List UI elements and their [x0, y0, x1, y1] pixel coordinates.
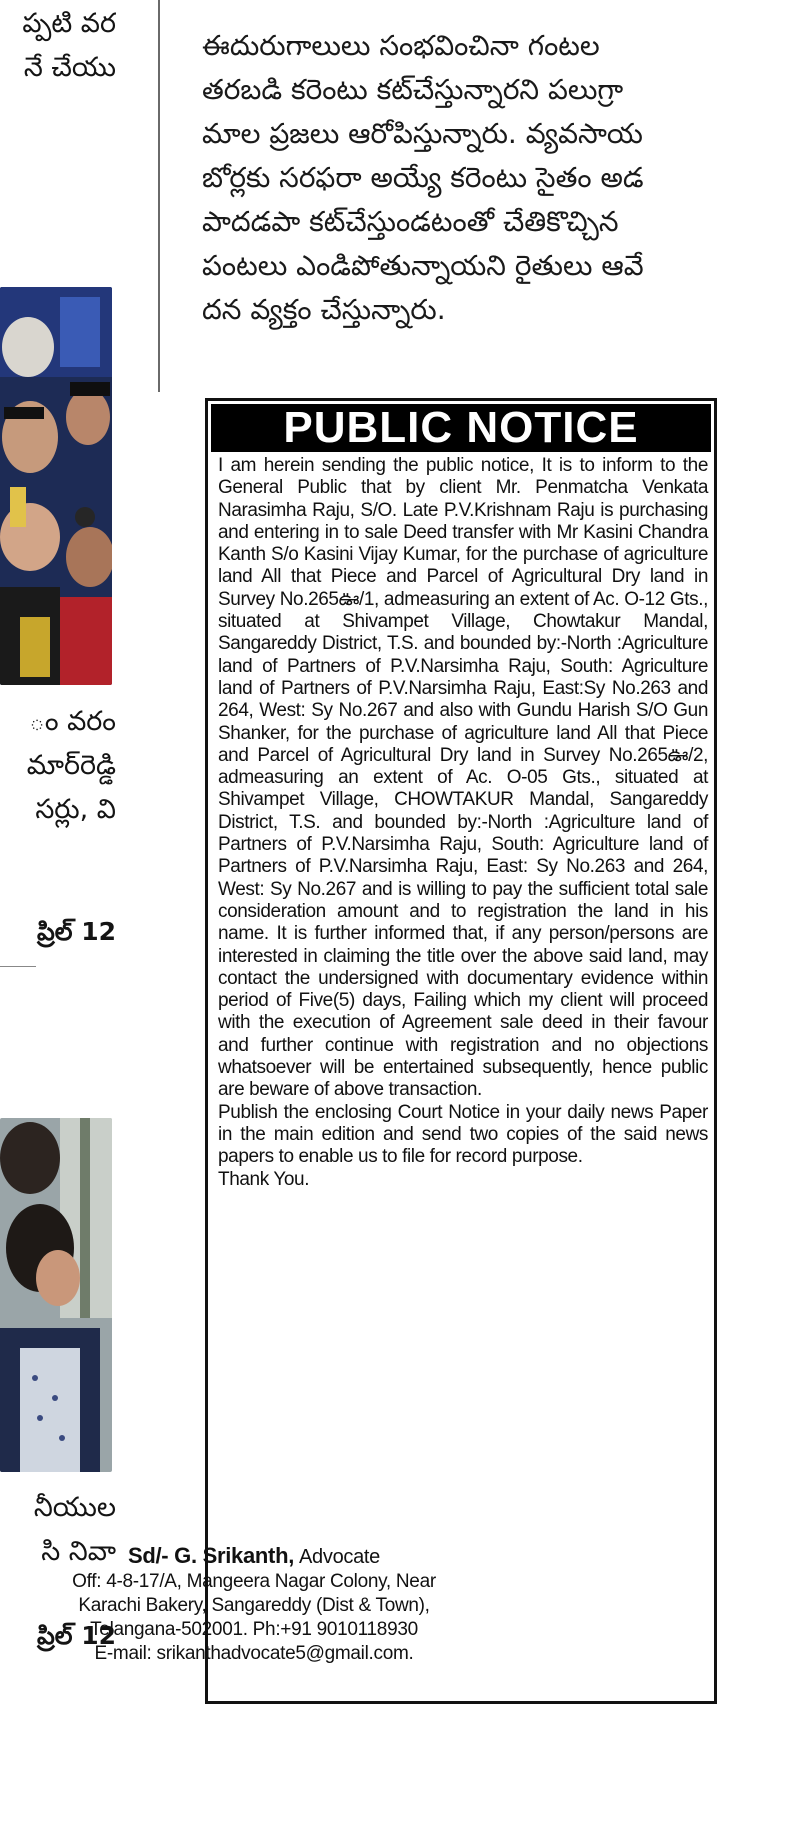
- article-line: పంటలు ఎండిపోతున్నాయని రైతులు ఆవే: [202, 249, 644, 282]
- notice-title: PUBLIC NOTICE: [211, 404, 711, 452]
- article-line: తరబడి కరెంటు కట్‌చేస్తున్నారని పలుగ్రా: [202, 73, 624, 106]
- signature-address-2: Karachi Bakery, Sangareddy (Dist & Town),: [78, 1595, 430, 1616]
- notice-signature: [6, 1544, 502, 1666]
- signature-role: Advocate: [299, 1546, 381, 1568]
- left-text-fragment-top: ప్పటి వర నే చేయు: [22, 8, 116, 83]
- signature-email: E-mail: srikanthadvocate5@gmail.com.: [94, 1643, 414, 1664]
- left-photo-graduation: [0, 287, 112, 685]
- article-line: ఈదురుగాలులు సంభవించినా గంటల: [202, 29, 600, 62]
- signature-name-line: [6, 1544, 502, 1570]
- article-line: పాదడపా కట్‌చేస్తుండటంతో చేతికొచ్చిన: [202, 205, 619, 238]
- article-line: మాల ప్రజలు ఆరోపిస్తున్నారు. వ్యవసాయ: [202, 117, 643, 150]
- column-rule: [158, 0, 160, 392]
- public-notice-box: [205, 398, 717, 1704]
- left-date-line-1: ప్రిల్ 12: [37, 917, 116, 946]
- left-date-line-2: ప్రిల్ 12: [37, 1621, 116, 1650]
- notice-thanks: Thank You.: [218, 1168, 310, 1190]
- left-text-fragment-bottom: నీయుల సి నివా: [33, 1492, 116, 1567]
- article-line: దన వ్యక్తం చేస్తున్నారు.: [202, 293, 446, 326]
- left-divider: [0, 966, 36, 967]
- notice-paragraph-2: Publish the enclosing Court Notice in your daily news Paper in the main edition and send two copies of the said news papers to enable us to file for record purpose.: [218, 1101, 708, 1168]
- signature-name: Sd/- G. Srikanth,: [127, 1543, 295, 1568]
- signature-address-3: Telangana-502001. Ph:+91 9010118930: [90, 1619, 418, 1640]
- notice-paragraph-1: I am herein sending the public notice, It is to inform to the General Public that by client Mr. Penmatcha Venkata Narasimha Raju, S/O. Late P.V.Krishnam Raju is purchasing and entering in to sale Deed transfer with Mr Kasini Chandra Kanth S/o Kasini Vijay Kumar, for the purchase of agriculture land All that Piece and Parcel of Agricultural Dry land in Survey No.265ఊ/1, admeasuring an extent of Ac. O-12 Gts., situated at Shivampet Village, Chowtakur Mandal, Sangareddy District, T.S. and bounded by:-North :Agriculture land of Partners of P.V.Narsimha Raju, South: Agriculture land of Partners of P.V.Narsimha Raju, East:Sy No.263 and 264, West: Sy No.267 and also with Gundu Harish S/O Gun Shanker, for the purchase of agriculture land All that Piece and Parcel of Agricultural Dry land in Survey No.265ఊ/2, admeasuring an extent of Ac. O-05 Gts., situated at Shivampet Village, CHOWTAKUR Mandal, Sangareddy District, T.S. and bounded by:-North :Agriculture land of Partners of P.V.Narsimha Raju, South: Agriculture land of Partners of P.V.Narsimha Raju, East: Sy No.263 and 264, West: Sy No.267 and is willing to pay the sufficient total sale consideration amount and to registration the land in his name. It is further informed that, if any person/persons are interested in claiming the title over the above said land, may contact the undersigned with documentary evidence within period of Five(5) days, Failing which my client will proceed with the execution of Agreement sale deed in their favour and further continue with registration and no objections whatsoever will be entertained subsequently, hence public are beware of above transaction.: [218, 455, 708, 1101]
- signature-address-1: Off: 4-8-17/A, Mangeera Nagar Colony, Near: [72, 1571, 436, 1592]
- left-photo-students: [0, 1118, 112, 1472]
- article-line: బోర్లకు సరఫరా అయ్యే కరెంటు సైతం అడ: [202, 161, 644, 194]
- news-article: [202, 10, 762, 332]
- notice-body: [218, 455, 708, 1191]
- left-text-fragment-middle: ం వరం మార్‌రెడ్డి సర్లు, వి: [26, 706, 116, 825]
